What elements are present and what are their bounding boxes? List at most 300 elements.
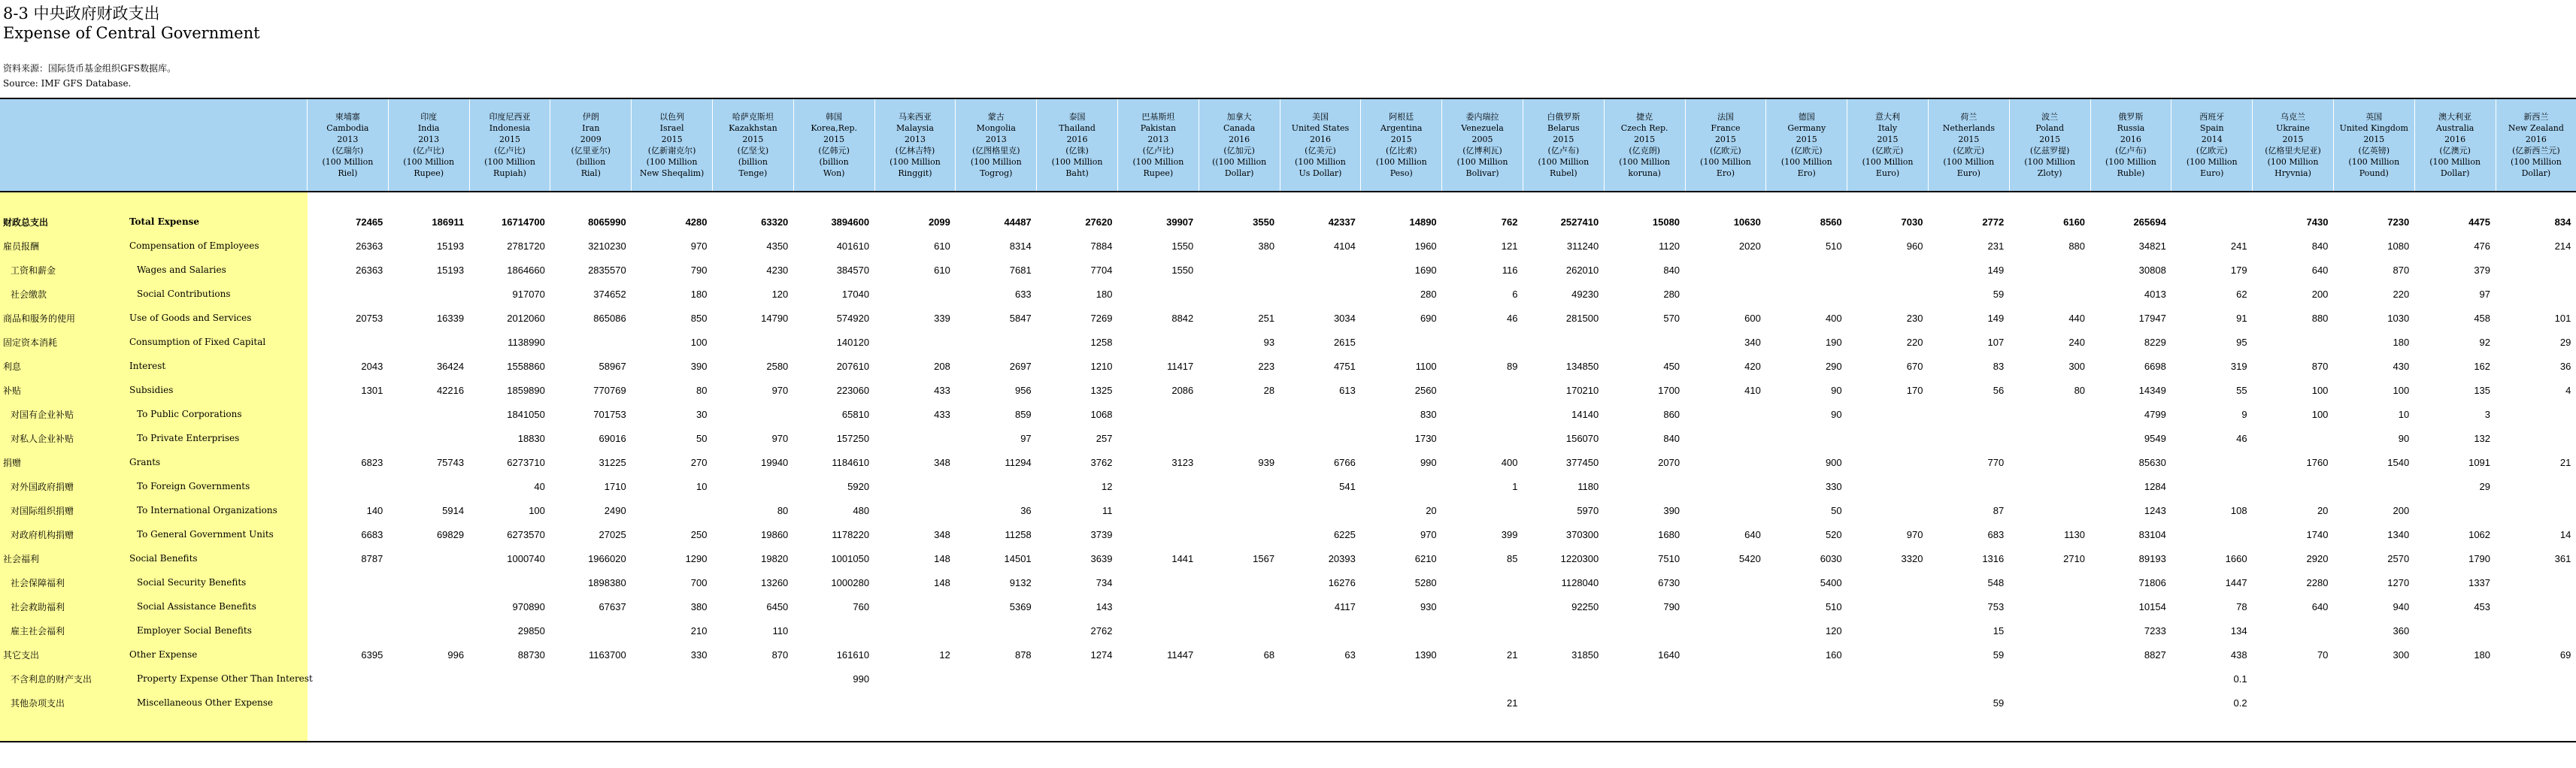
value-cell: 9549 — [2144, 432, 2166, 444]
value-cell — [1766, 282, 1847, 306]
value-cell: 520 — [1825, 528, 1842, 540]
value-cell — [1604, 474, 1685, 498]
value-cell: 640 — [1744, 528, 1761, 540]
table-row — [0, 234, 2576, 258]
value-cell: 132 — [2474, 432, 2491, 444]
value-cell: 15193 — [436, 264, 465, 276]
value-cell — [632, 667, 713, 691]
row-label-cn: 工资和薪金 — [11, 265, 56, 276]
column-header-unit-cn: (亿英镑) — [2358, 146, 2390, 156]
value-cell: 16276 — [1328, 576, 1356, 588]
value-cell — [2009, 570, 2090, 594]
row-label — [0, 378, 308, 402]
column-header-en: Venezuela — [1461, 123, 1504, 133]
value-cell — [1847, 667, 1929, 691]
value-cell: 1640 — [1658, 649, 1680, 661]
value-cell: 2560 — [1414, 384, 1437, 396]
value-cell: 91 — [2236, 312, 2247, 324]
value-cell: 17040 — [841, 288, 870, 300]
value-cell: 140 — [366, 504, 383, 516]
value-cell — [2496, 282, 2576, 306]
value-cell — [1442, 330, 1523, 354]
value-cell — [1523, 618, 1604, 643]
value-cell: 100 — [2311, 408, 2329, 420]
value-cell: 280 — [1663, 288, 1680, 300]
value-cell: 5847 — [1009, 312, 1032, 324]
row-label-en: Consumption of Fixed Capital — [129, 337, 266, 347]
column-header-cn: 捷克 — [1636, 112, 1653, 122]
column-header-unit-en2: Zloty) — [2037, 168, 2062, 178]
value-cell — [1117, 282, 1199, 306]
value-cell — [1117, 498, 1199, 522]
value-cell: 251 — [1258, 312, 1275, 324]
value-cell — [1685, 498, 1766, 522]
value-cell: 2580 — [766, 360, 789, 372]
value-cell: 11 — [1102, 504, 1113, 516]
value-cell: 1567 — [1253, 552, 1275, 564]
value-cell: 9 — [2241, 408, 2247, 420]
row-label — [0, 618, 308, 643]
value-cell: 840 — [1663, 264, 1680, 276]
value-cell — [1280, 258, 1361, 282]
value-cell: 92250 — [1571, 600, 1599, 612]
value-cell: 3639 — [1090, 552, 1113, 564]
value-cell: 11294 — [1005, 456, 1032, 468]
value-cell — [1442, 402, 1523, 426]
value-cell: 44487 — [1004, 216, 1032, 228]
row-label — [0, 450, 308, 474]
value-cell: 1441 — [1171, 552, 1194, 564]
value-cell: 160 — [1825, 649, 1842, 661]
row-label-en: To Public Corporations — [137, 409, 242, 419]
value-cell: 1100 — [1415, 360, 1437, 372]
value-cell: 340 — [1744, 336, 1761, 348]
column-header-en: Italy — [1878, 123, 1898, 133]
column-header-unit-cn: (亿欧元) — [2196, 146, 2228, 156]
header-corner — [0, 98, 308, 192]
column-header-unit-cn: (亿澳元) — [2439, 146, 2471, 156]
column-header-cn: 印度 — [420, 112, 438, 122]
table-row — [0, 210, 2576, 234]
value-cell: 410 — [1744, 384, 1761, 396]
value-cell: 2086 — [1171, 384, 1194, 396]
table-row — [0, 402, 2576, 426]
value-cell: 5970 — [1577, 504, 1599, 516]
row-label-cn: 对政府机构捐赠 — [11, 530, 74, 540]
value-cell: 2070 — [1658, 456, 1680, 468]
value-cell: 374652 — [593, 288, 626, 300]
row-label-en: Property Expense Other Than Interest — [137, 673, 313, 684]
value-cell: 180 — [2393, 336, 2410, 348]
value-cell: 149 — [1987, 264, 2005, 276]
value-cell: 223 — [1258, 360, 1275, 372]
value-cell — [874, 426, 956, 450]
column-header-unit-en1: (100 Million — [2024, 157, 2076, 167]
row-label — [0, 691, 308, 715]
value-cell — [956, 691, 1037, 715]
row-label — [0, 282, 308, 306]
value-cell: 7510 — [1658, 552, 1680, 564]
value-cell: 30 — [696, 408, 708, 420]
value-cell: 880 — [2068, 240, 2086, 252]
value-cell — [1117, 522, 1199, 546]
value-cell: 72465 — [356, 216, 383, 228]
value-cell: 36 — [1020, 504, 1032, 516]
column-header-unit-cn: (亿比索) — [1385, 146, 1417, 156]
value-cell: 85 — [1506, 552, 1518, 564]
value-cell: 633 — [1014, 288, 1032, 300]
value-cell — [2171, 522, 2253, 546]
value-cell: 430 — [2393, 360, 2410, 372]
value-cell — [874, 330, 956, 354]
value-cell: 380 — [690, 600, 708, 612]
value-cell: 3 — [2484, 408, 2491, 420]
value-cell: 19820 — [761, 552, 789, 564]
value-cell: 20 — [2317, 504, 2329, 516]
value-cell: 162 — [2474, 360, 2491, 372]
value-cell — [2496, 498, 2576, 522]
row-label — [0, 667, 313, 691]
column-header-year: 2015 — [1796, 135, 1817, 144]
value-cell: 453 — [2474, 600, 2491, 612]
value-cell: 6395 — [361, 649, 383, 661]
value-cell: 600 — [1744, 312, 1761, 324]
value-cell: 440 — [2068, 312, 2086, 324]
value-cell — [1199, 522, 1280, 546]
value-cell: 7230 — [2387, 216, 2410, 228]
value-cell: 14 — [2559, 528, 2571, 540]
value-cell: 11417 — [1167, 360, 1194, 372]
column-header-unit-cn: (亿坚戈) — [737, 146, 769, 156]
value-cell: 80 — [696, 384, 708, 396]
value-cell: 4230 — [766, 264, 789, 276]
value-cell: 970 — [771, 432, 789, 444]
value-cell: 400 — [1501, 456, 1518, 468]
value-cell: 870 — [771, 649, 789, 661]
value-cell: 3320 — [1901, 552, 1923, 564]
value-cell: 9132 — [1009, 576, 1032, 588]
value-cell: 2920 — [2306, 552, 2329, 564]
value-cell: 7269 — [1090, 312, 1113, 324]
column-header-year: 2009 — [580, 135, 602, 144]
table-row — [0, 594, 2576, 618]
column-header-cn: 荷兰 — [1960, 112, 1977, 122]
column-header — [1685, 98, 1766, 192]
column-header-en: Malaysia — [896, 123, 934, 133]
value-cell — [2414, 667, 2496, 691]
value-cell: 156070 — [1565, 432, 1599, 444]
column-header-unit-cn: (亿卢布) — [2115, 146, 2147, 156]
value-cell: 1859890 — [507, 384, 545, 396]
value-cell — [1442, 378, 1523, 402]
value-cell: 208 — [934, 360, 950, 372]
value-cell: 89 — [1506, 360, 1518, 372]
value-cell: 18830 — [517, 432, 545, 444]
value-cell — [1685, 667, 1766, 691]
value-cell: 59 — [1993, 697, 2005, 709]
value-cell: 996 — [447, 649, 465, 661]
value-cell: 200 — [2311, 288, 2329, 300]
value-cell: 1550 — [1171, 264, 1194, 276]
row-label-cn: 社会缴款 — [11, 289, 47, 300]
value-cell: 65810 — [841, 408, 870, 420]
value-cell: 1290 — [685, 552, 708, 564]
column-header-unit-en2: Rupiah) — [493, 168, 526, 178]
value-cell: 1000740 — [507, 552, 545, 564]
value-cell: 92 — [2479, 336, 2491, 348]
value-cell: 360 — [2393, 624, 2410, 636]
value-cell — [2496, 618, 2576, 643]
value-cell — [1847, 282, 1929, 306]
column-header — [1037, 98, 1118, 192]
row-label — [0, 594, 308, 618]
value-cell: 1270 — [2387, 576, 2410, 588]
value-cell: 6698 — [2144, 360, 2166, 372]
value-cell: 548 — [1987, 576, 2005, 588]
spacer-row — [0, 192, 2576, 210]
value-cell — [2496, 691, 2576, 715]
value-cell: 180 — [690, 288, 708, 300]
value-cell: 21 — [1506, 649, 1518, 661]
value-cell — [388, 667, 469, 691]
value-cell — [308, 474, 389, 498]
value-cell: 1760 — [2306, 456, 2329, 468]
column-header-year: 2015 — [661, 135, 683, 144]
value-cell: 6210 — [1414, 552, 1437, 564]
value-cell: 59 — [1993, 288, 2005, 300]
value-cell: 1243 — [2144, 504, 2166, 516]
value-cell — [1442, 426, 1523, 450]
value-cell: 27025 — [599, 528, 626, 540]
value-cell: 200 — [2393, 504, 2410, 516]
column-header-cn: 加拿大 — [1226, 112, 1252, 122]
value-cell: 179 — [2230, 264, 2247, 276]
value-cell: 7681 — [1009, 264, 1032, 276]
label-cell-empty — [0, 192, 308, 210]
value-cell: 390 — [1663, 504, 1680, 516]
value-cell — [712, 474, 793, 498]
table-row — [0, 546, 2576, 570]
value-cell — [388, 426, 469, 450]
value-cell: 6273710 — [507, 456, 545, 468]
column-header-cn: 意大利 — [1875, 112, 1901, 122]
value-cell: 6730 — [1658, 576, 1680, 588]
value-cell: 97 — [2479, 288, 2491, 300]
value-cell: 220 — [1906, 336, 1923, 348]
value-cell: 148 — [934, 552, 950, 564]
value-cell: 1710 — [604, 480, 626, 492]
value-cell: 790 — [690, 264, 708, 276]
value-cell: 1730 — [1414, 432, 1437, 444]
column-header-en: Australia — [2435, 123, 2474, 133]
value-cell — [1037, 667, 1118, 691]
value-cell — [308, 426, 389, 450]
row-label — [0, 498, 308, 522]
row-label-en: Social Security Benefits — [137, 577, 247, 588]
column-header-en: New Zealand — [2508, 123, 2564, 133]
value-cell: 940 — [2393, 600, 2410, 612]
row-label-cn: 社会福利 — [3, 554, 40, 564]
column-header-unit-en2: New Sheqalim) — [639, 168, 705, 178]
column-header-en: Israel — [659, 123, 684, 133]
value-cell — [550, 667, 632, 691]
row-label-en: Wages and Salaries — [137, 265, 226, 275]
value-cell: 311240 — [1566, 240, 1599, 252]
column-header-unit-cn: (亿瑞尔) — [332, 146, 364, 156]
column-header-unit-en2: Bolivar) — [1465, 168, 1499, 178]
column-header — [874, 98, 956, 192]
value-cell — [1280, 691, 1361, 715]
value-cell: 3034 — [1333, 312, 1356, 324]
value-cell: 2490 — [604, 504, 626, 516]
value-cell: 75743 — [436, 456, 465, 468]
value-cell: 89193 — [2138, 552, 2166, 564]
value-cell: 10 — [696, 480, 708, 492]
column-header-unit-en2: Ero) — [1797, 168, 1816, 178]
value-cell: 830 — [1420, 408, 1437, 420]
value-cell — [1117, 402, 1199, 426]
value-cell: 8229 — [2144, 336, 2166, 348]
value-cell: 3210230 — [588, 240, 626, 252]
value-cell — [2009, 618, 2090, 643]
value-cell — [2253, 330, 2334, 354]
value-cell: 2012060 — [507, 312, 545, 324]
value-cell: 7430 — [2306, 216, 2329, 228]
column-header-unit-en1: (100 Million — [2186, 157, 2238, 167]
value-cell: 12 — [1102, 480, 1113, 492]
value-cell — [1847, 498, 1929, 522]
value-cell: 6160 — [2063, 216, 2086, 228]
column-header-cn: 俄罗斯 — [2118, 112, 2144, 122]
value-cell: 161610 — [836, 649, 870, 661]
column-header-unit-en1: (100 Million — [1375, 157, 1427, 167]
row-label-cn: 其它支出 — [3, 650, 40, 661]
row-label-cn: 社会保障福利 — [11, 578, 65, 588]
value-cell: 970 — [1906, 528, 1923, 540]
value-cell — [2009, 667, 2090, 691]
value-cell — [1685, 570, 1766, 594]
value-cell: 970 — [1420, 528, 1437, 540]
value-cell: 3739 — [1090, 528, 1113, 540]
value-cell: 1258 — [1090, 336, 1113, 348]
value-cell — [1199, 282, 1280, 306]
value-cell — [550, 691, 632, 715]
value-cell: 7030 — [1901, 216, 1923, 228]
column-header-cn: 柬埔寨 — [335, 112, 360, 122]
value-cell — [632, 498, 713, 522]
column-header-cn: 韩国 — [826, 112, 843, 122]
value-cell: 3550 — [1253, 216, 1275, 228]
value-cell: 401610 — [836, 240, 870, 252]
column-header-unit-en1: (100 Million — [1051, 157, 1103, 167]
value-cell — [388, 570, 469, 594]
value-cell: 970 — [771, 384, 789, 396]
value-cell: 2615 — [1333, 336, 1356, 348]
value-cell: 640 — [2311, 264, 2329, 276]
value-cell: 2762 — [1090, 624, 1113, 636]
column-header-unit-en1: (100 Million — [646, 157, 698, 167]
value-cell: 384570 — [836, 264, 870, 276]
value-cell: 27620 — [1085, 216, 1113, 228]
value-cell: 3762 — [1090, 456, 1113, 468]
value-cell: 433 — [934, 384, 950, 396]
value-cell: 510 — [1825, 240, 1842, 252]
column-header — [1766, 98, 1847, 192]
column-header-year: 2015 — [823, 135, 845, 144]
value-cell — [2009, 258, 2090, 282]
value-cell: 3123 — [1171, 456, 1194, 468]
table-row — [0, 570, 2576, 594]
value-cell: 29 — [2559, 336, 2571, 348]
column-header-unit-en1: (100 Million — [970, 157, 1022, 167]
value-cell — [1117, 667, 1199, 691]
column-header-en: Mongolia — [976, 123, 1016, 133]
value-cell: 377450 — [1565, 456, 1599, 468]
value-cell: 58967 — [599, 360, 626, 372]
value-cell: 1864660 — [507, 264, 545, 276]
value-cell: 1690 — [1414, 264, 1437, 276]
value-cell: 4751 — [1333, 360, 1356, 372]
value-cell: 83 — [1993, 360, 2005, 372]
value-cell: 330 — [690, 649, 708, 661]
column-header-unit-en2: Euro) — [1875, 168, 1900, 178]
row-label — [0, 546, 308, 570]
value-cell — [2414, 618, 2496, 643]
value-cell — [1685, 258, 1766, 282]
value-cell: 1220300 — [1560, 552, 1599, 564]
value-cell: 69016 — [599, 432, 626, 444]
row-label-en: To Private Enterprises — [137, 433, 240, 443]
table-row — [0, 522, 2576, 546]
column-header-unit-en1: (100 Million — [1538, 157, 1590, 167]
value-cell — [712, 667, 793, 691]
value-cell: 917070 — [512, 288, 545, 300]
column-header-unit-en2: Euro) — [1956, 168, 1980, 178]
value-cell: 956 — [1014, 384, 1032, 396]
column-header-cn: 新西兰 — [2523, 112, 2549, 122]
value-cell — [1766, 691, 1847, 715]
value-cell: 1000280 — [831, 576, 870, 588]
row-label — [0, 354, 308, 378]
value-cell: 21 — [2559, 456, 2571, 468]
column-header-year: 2015 — [499, 135, 520, 144]
value-cell: 1700 — [1658, 384, 1680, 396]
value-cell: 900 — [1825, 456, 1842, 468]
column-header-year: 2015 — [1390, 135, 1412, 144]
table-row — [0, 618, 2576, 643]
value-cell: 1163700 — [589, 649, 626, 661]
value-cell: 71806 — [2138, 576, 2166, 588]
value-cell: 0.2 — [2233, 697, 2247, 709]
value-cell — [1199, 426, 1280, 450]
column-header-unit-en2: Ero) — [1716, 168, 1735, 178]
value-cell: 28 — [1263, 384, 1275, 396]
value-cell — [2253, 667, 2334, 691]
value-cell: 380 — [1258, 240, 1275, 252]
value-cell — [1928, 667, 2009, 691]
value-cell — [308, 282, 389, 306]
value-cell — [1685, 618, 1766, 643]
value-cell: 85630 — [2138, 456, 2166, 468]
column-header-unit-en1: (100 Million — [1700, 157, 1751, 167]
value-cell — [2333, 667, 2414, 691]
value-cell: 10630 — [1733, 216, 1761, 228]
value-cell: 5420 — [1738, 552, 1761, 564]
value-cell: 300 — [2393, 649, 2410, 661]
column-header — [388, 98, 469, 192]
column-header-unit-cn: (亿欧元) — [1790, 146, 1823, 156]
value-cell — [2009, 402, 2090, 426]
